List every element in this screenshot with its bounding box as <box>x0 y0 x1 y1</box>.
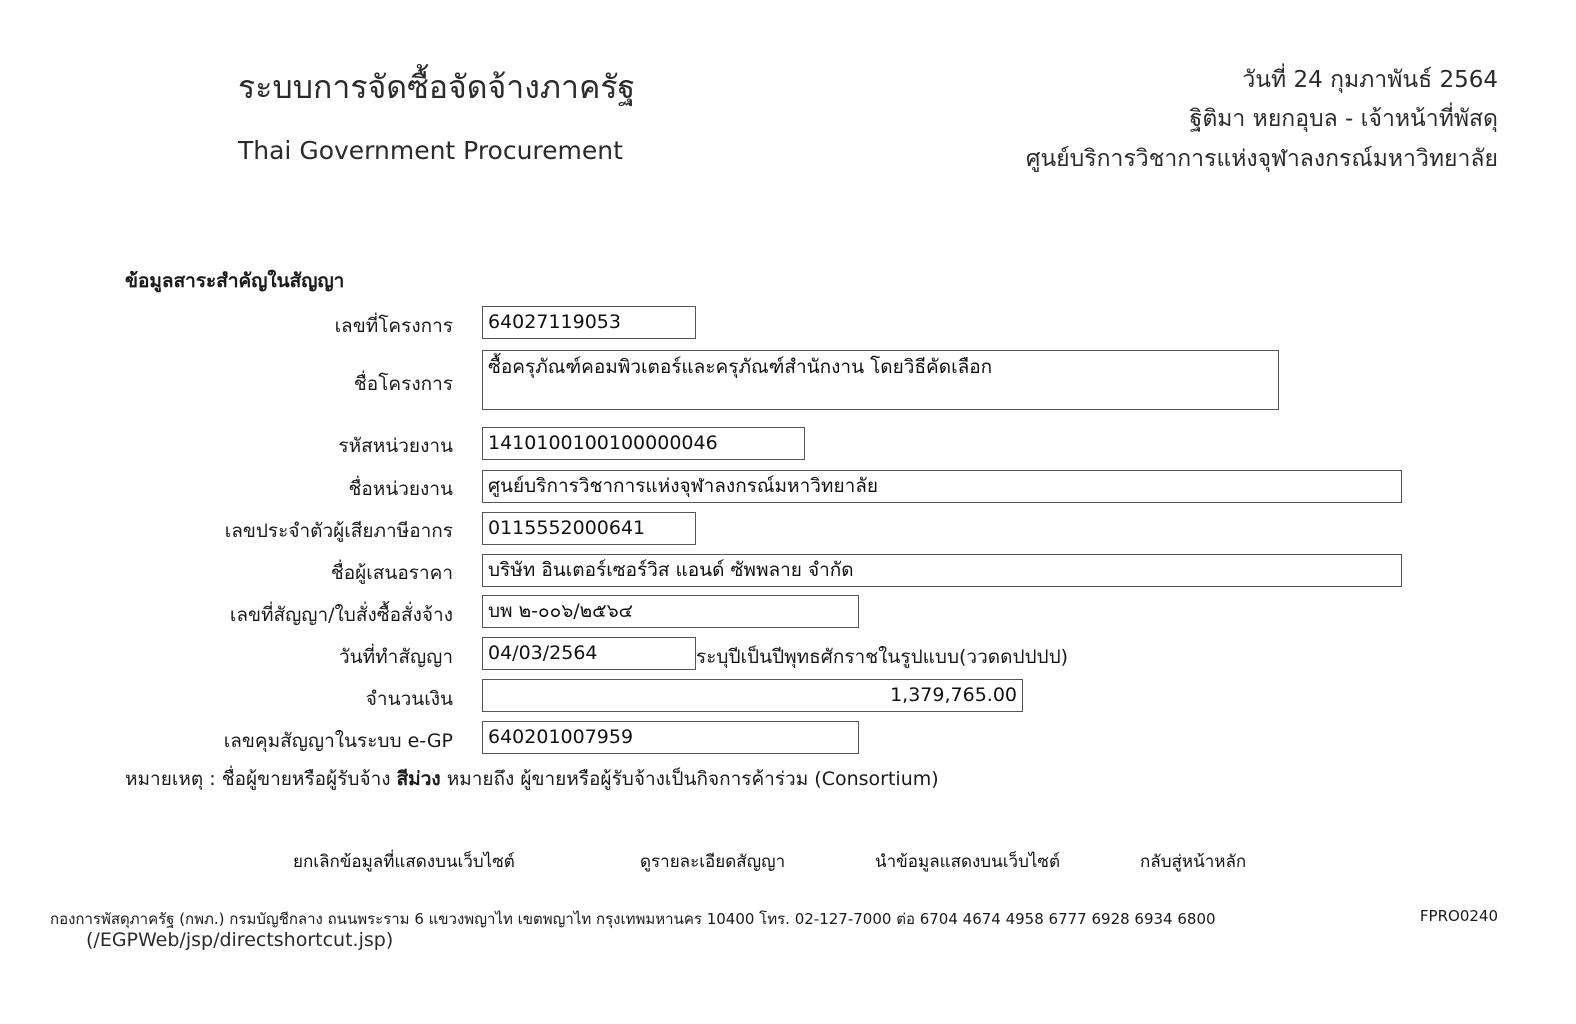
system-name-thai: ระบบการจัดซื้อจัดจ้างภาครัฐ <box>238 68 636 106</box>
current-date: วันที่ 24 กุมภาพันธ์ 2564 <box>1242 67 1498 93</box>
cancel-display-link[interactable]: ยกเลิกข้อมูลที่แสดงบนเว็บไซต์ <box>293 852 515 872</box>
section-title: ข้อมูลสาระสำคัญในสัญญา <box>125 270 345 292</box>
note-highlight: สีม่วง <box>396 768 441 790</box>
view-contract-link[interactable]: ดูรายละเอียดสัญญา <box>640 852 786 872</box>
tax-id-field[interactable]: 0115552000641 <box>482 512 696 545</box>
agency-code-label: รหัสหน่วยงาน <box>338 435 453 457</box>
footer-path: (/EGPWeb/jsp/directshortcut.jsp) <box>86 929 394 951</box>
egp-no-label: เลขคุมสัญญาในระบบ e-GP <box>223 730 453 752</box>
agency-name-field[interactable]: ศูนย์บริการวิชาการแห่งจุฬาลงกรณ์มหาวิทยาลัย <box>482 470 1402 503</box>
system-name-english: Thai Government Procurement <box>238 136 623 165</box>
contract-date-field[interactable]: 04/03/2564 <box>482 637 696 670</box>
footer-page-code: FPRO0240 <box>1419 907 1498 925</box>
publish-website-link[interactable]: นำข้อมูลแสดงบนเว็บไซต์ <box>875 852 1060 872</box>
note-suffix: หมายถึง ผู้ขายหรือผู้รับจ้างเป็นกิจการค้าร่วม (Consortium) <box>440 768 939 790</box>
consortium-note <box>125 764 939 794</box>
project-no-field[interactable]: 64027119053 <box>482 306 696 339</box>
bidder-field[interactable]: บริษัท อินเตอร์เซอร์วิส แอนด์ ซัพพลาย จำกัด <box>482 554 1402 587</box>
amount-field[interactable]: 1,379,765.00 <box>482 679 1023 712</box>
contract-date-hint: ระบุปีเป็นปีพุทธศักราชในรูปแบบ(ววดดปปปป) <box>696 646 1069 668</box>
agency-code-field[interactable]: 1410100100100000046 <box>482 427 805 460</box>
agency-name-label: ชื่อหน่วยงาน <box>348 478 453 500</box>
project-no-label: เลขที่โครงการ <box>334 315 453 337</box>
footer-address: กองการพัสดุภาครัฐ (กพภ.) กรมบัญชีกลาง ถนนพระราม 6 แขวงพญาไท เขตพญาไท กรุงเทพมหานคร 10400 โทร. 02-127-7000 ต่อ 6704 4674 4958 6777 6928 6934 6800 <box>50 910 1216 928</box>
organization-name: ศูนย์บริการวิชาการแห่งจุฬาลงกรณ์มหาวิทยาลัย <box>1025 146 1498 172</box>
amount-label: จำนวนเงิน <box>365 688 453 710</box>
project-name-label: ชื่อโครงการ <box>353 373 453 395</box>
tax-id-label: เลขประจำตัวผู้เสียภาษีอากร <box>224 520 453 542</box>
project-name-field[interactable]: ซื้อครุภัณฑ์คอมพิวเตอร์และครุภัณฑ์สำนักงาน โดยวิธีคัดเลือก <box>482 350 1279 410</box>
egp-no-field[interactable]: 640201007959 <box>482 721 859 754</box>
contract-date-label: วันที่ทำสัญญา <box>338 646 453 668</box>
back-home-link[interactable]: กลับสู่หน้าหลัก <box>1140 852 1247 872</box>
contract-no-field[interactable]: บพ ๒-๐๐๖/๒๕๖๔ <box>482 595 859 628</box>
note-prefix: หมายเหตุ : ชื่อผู้ขายหรือผู้รับจ้าง <box>125 768 397 790</box>
bidder-label: ชื่อผู้เสนอราคา <box>330 562 453 584</box>
contract-no-label: เลขที่สัญญา/ใบสั่งซื้อสั่งจ้าง <box>229 604 453 626</box>
user-info: ฐิติมา หยกอุบล - เจ้าหน้าที่พัสดุ <box>1189 106 1498 132</box>
